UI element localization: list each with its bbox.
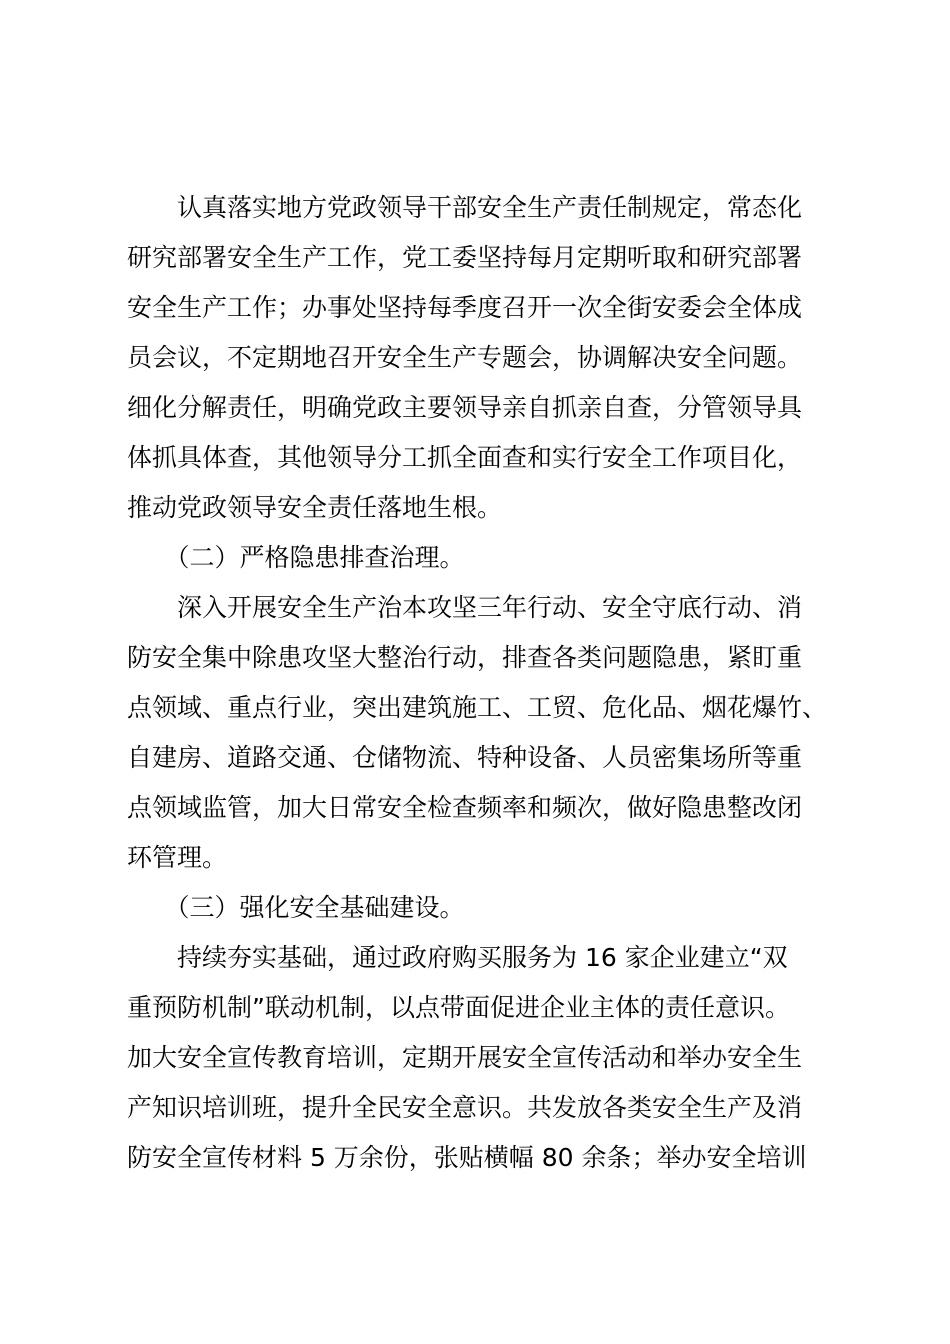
text-line: 推动党政领导安全责任落地生根。	[127, 493, 503, 522]
paragraph-hazard-inspection	[127, 583, 839, 883]
text-line: 体抓具体查，其他领导分工抓全面查和实行安全工作项目化，	[127, 443, 803, 472]
text-line: 环管理。	[127, 843, 228, 872]
text-line: 持续夯实基础，通过政府购买服务为 16 家企业建立“双	[127, 943, 788, 972]
text-line: 认真落实地方党政领导干部安全生产责任制规定，常态化	[127, 193, 803, 222]
section-heading-3	[127, 883, 839, 933]
paragraph-safety-foundation	[127, 933, 839, 1183]
text-line: 自建房、道路交通、仓储物流、特种设备、人员密集场所等重	[127, 743, 803, 772]
text-line: 重预防机制”联动机制，以点带面促进企业主体的责任意识。	[127, 993, 790, 1022]
document-body	[127, 183, 839, 1183]
paragraph-responsibility	[127, 183, 839, 533]
text-line: 加大安全宣传教育培训，定期开展安全宣传活动和举办安全生	[127, 1043, 803, 1072]
text-line: 防安全集中除患攻坚大整治行动，排查各类问题隐患，紧盯重	[127, 643, 803, 672]
section-heading-2	[127, 533, 839, 583]
text-line: 员会议，不定期地召开安全生产专题会，协调解决安全问题。	[127, 343, 803, 372]
heading-line: （二）严格隐患排查治理。	[127, 543, 465, 572]
text-line: 深入开展安全生产治本攻坚三年行动、安全守底行动、消	[127, 593, 803, 622]
text-line: 点领域、重点行业，突出建筑施工、工贸、危化品、烟花爆竹、	[127, 693, 828, 722]
text-line: 安全生产工作；办事处坚持每季度召开一次全街安委会全体成	[127, 293, 803, 322]
text-line: 产知识培训班，提升全民安全意识。共发放各类安全生产及消	[127, 1093, 803, 1122]
text-line: 点领域监管，加大日常安全检查频率和频次，做好隐患整改闭	[127, 793, 803, 822]
text-line: 防安全宣传材料 5 万余份，张贴横幅 80 余条；举办安全培训	[127, 1143, 807, 1172]
text-line: 细化分解责任，明确党政主要领导亲自抓亲自查，分管领导具	[127, 393, 803, 422]
heading-line: （三）强化安全基础建设。	[127, 893, 465, 922]
text-line: 研究部署安全生产工作，党工委坚持每月定期听取和研究部署	[127, 243, 803, 272]
